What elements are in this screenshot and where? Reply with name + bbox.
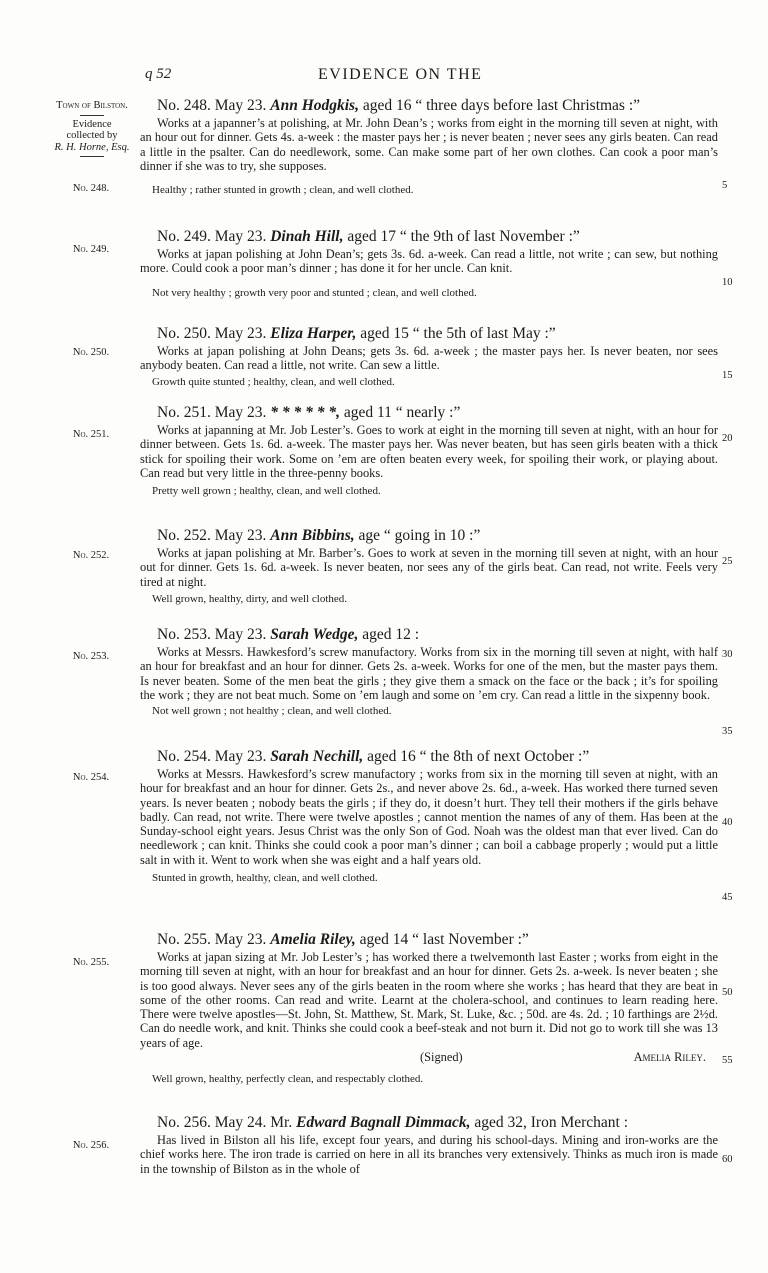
- margin-entry-number: No. 251.: [72, 429, 110, 440]
- entry-testimony: Works at Messrs. Hawkesford’s screw manufactory. Works from six in the morning till seven at night, with half an hour for breakfast and an hour for dinner. Gets 2s. a-week. Works for one of the men, but the master pays them. Is never beaten. Some of the men beat the girls ; they give them a smack on the face or the back ; it’s for spoiling the work ; they are not beat much. Some on ’em laugh and some on ’em cry. Can read a little in the sixpenny book.: [140, 645, 718, 702]
- entry-observation: Pretty well grown ; healthy, clean, and well clothed.: [152, 485, 381, 498]
- entry-heading: [140, 96, 718, 115]
- line-number: 5: [722, 180, 728, 191]
- line-number: 60: [722, 1154, 733, 1165]
- evidence-entry: [140, 403, 718, 498]
- entry-observation: Well grown, healthy, perfectly clean, and respectably clothed.: [152, 1073, 424, 1086]
- entry-heading: [140, 930, 718, 949]
- entry-testimony: Works at Messrs. Hawkesford’s screw manufactory ; works from six in the morning till seven at night, with an hour for breakfast and an hour for dinner. Gets 2s., and never above 2s. 6d., a-week. Has worked there turned seven years. Is never beaten ; nobody beats the girls ; if they do, it doesn’t hurt. They tell their mothers if the girls behave badly. Can read, not write. There were twelve apostles ; cannot mention the names of any of them. Has been at the Sunday-school eight years. Jesus Christ was the only Son of God. Noah was the oldest man that ever lived. Can do needlework ; can knit. Thinks she could cook a poor man’s dinner ; can boil a cabbage properly ; would put a little salt in with it. Went to work when she was eight and a half years old.: [140, 767, 718, 867]
- line-number: 20: [722, 433, 733, 444]
- line-number: 25: [722, 556, 733, 567]
- line-number: 40: [722, 817, 733, 828]
- entry-number-date: No. 250. May 23.: [157, 325, 267, 342]
- witness-name: Edward Bagnall Dimmack,: [296, 1114, 471, 1131]
- line-number: 45: [722, 892, 733, 903]
- witness-age: aged 12 :: [358, 626, 420, 643]
- entry-testimony: Works at a japanner’s at polishing, at Mr. John Dean’s ; works from eight in the morning till seven at night, with an hour out for dinner. Gets 4s. a-week : the master pays her ; is never beaten ; never sees any girls beaten. Can read a little in the psalter. Can do needlework, some. Can make some part of her own clothes. Can cook a poor man’s dinner if she was to try, she supposes.: [140, 116, 718, 173]
- margin-entry-number: No. 249.: [72, 244, 110, 255]
- entry-heading: [140, 227, 718, 246]
- entry-number-date: No. 248. May 23.: [157, 97, 267, 114]
- witness-name: Ann Bibbins,: [270, 527, 355, 544]
- entry-number-date: No. 256. May 24. Mr.: [157, 1114, 293, 1131]
- witness-name: Ann Hodgkis,: [270, 97, 359, 114]
- entry-number-date: No. 255. May 23.: [157, 931, 267, 948]
- evidence-entry: [140, 930, 718, 1086]
- entry-observation: Healthy ; rather stunted in growth ; clean, and well clothed.: [152, 184, 414, 197]
- evidence-entry: [140, 526, 718, 606]
- side-note-rule: [80, 115, 104, 116]
- evidence-entry: [140, 324, 718, 389]
- signer-name: Amelia Riley.: [633, 1050, 706, 1065]
- side-note-label: collected by: [66, 130, 118, 141]
- witness-age: aged 15 “ the 5th of last May :”: [356, 325, 556, 342]
- entry-number-date: No. 252. May 23.: [157, 527, 267, 544]
- entry-heading: [140, 324, 718, 343]
- running-title: EVIDENCE ON THE: [318, 66, 483, 83]
- margin-entry-number: No. 255.: [72, 957, 110, 968]
- witness-name: Sarah Wedge,: [270, 626, 359, 643]
- entry-number-date: No. 254. May 23.: [157, 748, 267, 765]
- entry-heading: [140, 1113, 718, 1132]
- entry-number-date: No. 249. May 23.: [157, 228, 267, 245]
- evidence-entry: [140, 96, 718, 197]
- evidence-entry: [140, 1113, 718, 1176]
- witness-name: * * * * * *,: [270, 404, 340, 421]
- entry-observation: Well grown, healthy, dirty, and well clothed.: [152, 592, 348, 605]
- line-number: 35: [722, 726, 733, 737]
- line-number: 15: [722, 370, 733, 381]
- witness-name: Dinah Hill,: [270, 228, 344, 245]
- entry-testimony: Works at japan polishing at John Deans; gets 3s. 6d. a-week ; the master pays her. Is never beaten, nor sees anybody beaten. Can read a little, not write. Can sew a little.: [140, 344, 718, 373]
- evidence-entry: [140, 625, 718, 718]
- witness-age: aged 11 “ nearly :”: [339, 404, 461, 421]
- entry-testimony: Works at japanning at Mr. Job Lester’s. Goes to work at eight in the morning till seven at night, with an hour for dinner between. Gets 1s. 6d. a-week. The master pays her. Was never beaten, but has seen girls beaten with a thick stick for spoiling their work. Some on ’em are often beaten every week, for spoiling their work, or playing about. Can read but very little in the three-penny books.: [140, 423, 718, 480]
- entry-heading: [140, 625, 718, 644]
- witness-age: aged 16 “ the 8th of next October :”: [363, 748, 590, 765]
- witness-occupation: aged 32, Iron Merchant :: [470, 1114, 629, 1131]
- entry-testimony: Works at japan polishing at John Dean’s; gets 3s. 6d. a-week. Can read a little, not write ; can sew, but nothing more. Could cook a poor man’s dinner ; has done it for her uncle. Can knit.: [140, 247, 718, 276]
- margin-entry-number: No. 253.: [72, 651, 110, 662]
- margin-entry-number: No. 252.: [72, 550, 110, 561]
- side-note-collector: R. H. Horne, Esq.: [54, 141, 130, 153]
- entry-heading: [140, 747, 718, 766]
- witness-name: Amelia Riley,: [270, 931, 356, 948]
- entry-testimony: Works at japan polishing at Mr. Barber’s. Goes to work at seven in the morning till seven at night, with an hour out for dinner. Gets 1s. 6d. a-week. Is never beaten, nor sees any of the girls beat. Can read, not write. Feels very tired at night.: [140, 546, 718, 589]
- entry-number-date: No. 253. May 23.: [157, 626, 267, 643]
- page-number: q 52: [145, 66, 172, 82]
- witness-age: aged 17 “ the 9th of last November :”: [343, 228, 580, 245]
- witness-name: Eliza Harper,: [270, 325, 357, 342]
- witness-age: age “ going in 10 :”: [354, 527, 481, 544]
- margin-entry-number: No. 256.: [72, 1140, 110, 1151]
- running-header: [0, 66, 768, 86]
- side-note: [52, 100, 132, 160]
- entry-observation: Not well grown ; not healthy ; clean, and well clothed.: [152, 705, 392, 718]
- entry-number-date: No. 251. May 23.: [157, 404, 267, 421]
- line-number: 30: [722, 649, 733, 660]
- entry-testimony: Works at japan sizing at Mr. Job Lester’s ; has worked there a twelvemonth last Easter ; works from eight in the morning till seven at night, with an hour for breakfast and an hour for dinner. Gets 2s. a-week. Is never beaten ; she is too good always. Never sees any of the girls beaten in the room where she works ; has heard that they are beat in some of the other rooms. Can read and write. Learnt at the cholera-school, and continues to learn reading here. There were twelve apostles—St. John, St. Matthew, St. Mark, St. Luke, &c. ; 50d. are 4s. 2d. ; 10 farthings are 2½d. Can do needle work, and knit. Thinks she could cook a beef-steak and not burn it. Did not go to work till she was 13 years of age.: [140, 950, 718, 1050]
- witness-age: aged 16 “ three days before last Christmas :”: [358, 97, 641, 114]
- witness-name: Sarah Nechill,: [270, 748, 364, 765]
- evidence-entry: [140, 227, 718, 300]
- line-number: 55: [722, 1055, 733, 1066]
- side-note-rule: [80, 156, 104, 157]
- signed-label: (Signed): [420, 1050, 463, 1065]
- margin-entry-number: No. 254.: [72, 772, 110, 783]
- line-number: 10: [722, 277, 733, 288]
- entry-observation: Not very healthy ; growth very poor and stunted ; clean, and well clothed.: [152, 286, 477, 299]
- entry-heading: [140, 526, 718, 545]
- entry-heading: [140, 403, 718, 422]
- side-note-label: Evidence: [72, 118, 112, 130]
- signature-line: [140, 1050, 718, 1064]
- evidence-entry: [140, 747, 718, 885]
- margin-entry-number: No. 248.: [72, 183, 110, 194]
- margin-entry-number: No. 250.: [72, 347, 110, 358]
- line-number: 50: [722, 987, 733, 998]
- entry-observation: Growth quite stunted ; healthy, clean, and well clothed.: [152, 375, 395, 388]
- witness-age: aged 14 “ last November :”: [355, 931, 529, 948]
- entry-testimony: Has lived in Bilston all his life, except four years, and during his school-days. Mining and iron-works are the chief works here. The iron trade is carried on here in all its branches very extensively. Thinks as much iron is made in the township of Bilston as in the whole of: [140, 1133, 718, 1176]
- side-note-town: Town of Bilston.: [56, 100, 128, 111]
- entry-observation: Stunted in growth, healthy, clean, and well clothed.: [152, 872, 378, 885]
